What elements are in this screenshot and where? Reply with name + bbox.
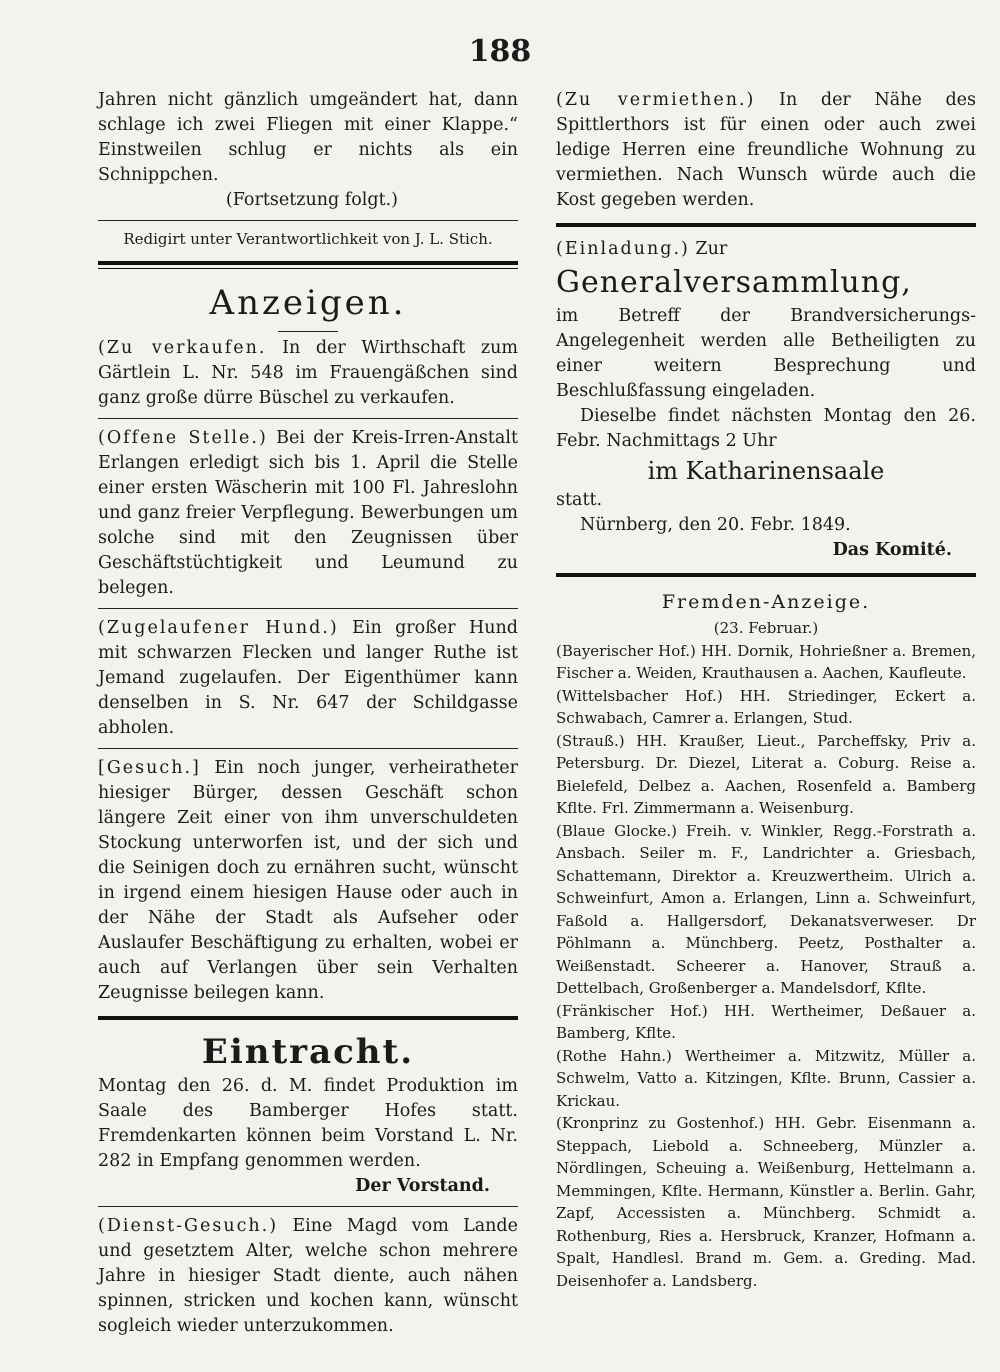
divider-double: [98, 261, 518, 269]
fremden-entry: (Rothe Hahn.) Wertheimer a. Mitzwitz, Müller a. Schwelm, Vatto a. Kitzingen, Kflte. Brunn, Cassier a. Krickau.: [556, 1046, 976, 1110]
invitation-header: [556, 237, 976, 262]
ad-text: In der Wirthschaft zum Gärtlein L. Nr. 548 im Frauengäßchen sind ganz große dürre Büschel zu verkaufen.: [98, 337, 518, 408]
ad-job-opening: [98, 426, 518, 601]
ad-text: Ein noch junger, verheiratheter hiesiger Bürger, dessen Geschäft schon längere Zeit einer von ihm unverschuldeten Stockung unterworfen ist, und der sich und die Seinigen doch zu ernähren sucht, wünscht in irgend einem hiesigen Hause oder auch in der Nähe der Stadt als Aufseher oder Auslaufer Beschäftigung zu erhalten, wobei er auch auf Verlangen über sein Verhalten Zeugnisse beilegen kann.: [98, 757, 518, 1003]
left-column: [98, 88, 518, 1339]
page-number: 188: [468, 34, 532, 69]
ad-text: Eine Magd vom Lande und gesetztem Alter, welche schon mehrere Jahre in hiesiger Stadt diente, auch nähen spinnen, stricken und kochen kann, wünscht sogleich wieder unterzukommen.: [98, 1215, 518, 1336]
invitation-date: Nürnberg, den 20. Febr. 1849.: [580, 515, 851, 535]
fremden-entry: (Fränkischer Hof.) HH. Wertheimer, Deßauer a. Bamberg, Kflte.: [556, 1001, 976, 1042]
invitation-statt: statt.: [556, 490, 603, 510]
divider-thick: [556, 223, 976, 227]
ad-tag: (Zu vermiethen.): [556, 90, 756, 110]
invitation-title: Generalversammlung,: [556, 265, 912, 300]
story-continuation-text: Jahren nicht gänzlich umgeändert hat, dann schlage ich zwei Fliegen mit einer Klappe.“ Einstweilen schlug er nichts als ein Schnippchen.: [98, 90, 518, 185]
ad-tag: (Offene Stelle.): [98, 427, 268, 448]
ad-tag: (Einladung.): [556, 239, 690, 259]
divider: [98, 748, 518, 749]
divider: [98, 418, 518, 419]
ad-found-dog: [98, 616, 518, 741]
eintracht-signature: Der Vorstand.: [355, 1175, 490, 1196]
continuation-note: (Fortsetzung folgt.): [225, 190, 398, 210]
fremden-entry: (Kronprinz zu Gostenhof.) HH. Gebr. Eisenmann a. Steppach, Liebold a. Schneeberg, Münzler a. Nördlingen, Scheuing a. Weißenburg, Hettelmann a. Memmingen, Kflte. Hermann, Künstler a. Berlin. Gahr, Zapf, Accessisten a. Münchberg. Schmidt a. Rothenburg, Ries a. Hersbruck, Kranzer, Hofmann a. Spalt, Handlesl. Brand m. Gem. a. Greding. Mad. Deisenhofer a. Landsberg.: [556, 1114, 976, 1290]
ad-tag: [Gesuch.]: [98, 757, 201, 778]
short-divider: [278, 331, 338, 332]
ad-text: In der Nähe des Spittlerthors ist für einen oder auch zwei ledige Herren eine freundliche Wohnung zu vermiethen. Nach Wunsch würde auch die Kost gegeben werden.: [556, 90, 976, 210]
invitation-place: im Katharinensaale: [647, 457, 885, 485]
invitation-text-2: Dieselbe findet nächsten Montag den 26. Febr. Nachmittags 2 Uhr: [556, 406, 976, 451]
divider: [98, 608, 518, 609]
ad-tag: (Dienst-Gesuch.): [98, 1215, 279, 1236]
invitation-text: im Betreff der Brandversicherungs-Angelegenheit werden alle Betheiligten zu einer weitern Besprechung und Beschlußfassung eingeladen.: [556, 306, 976, 401]
divider-thick: [98, 1016, 518, 1020]
ad-for-rent: [556, 88, 976, 213]
editor-line: Redigirt unter Verantwortlichkeit von J. L. Stich.: [123, 230, 493, 248]
fremden-entry: (Bayerischer Hof.) HH. Dornik, Hohrießner a. Bremen, Fischer a. Weiden, Krauthausen a. Aachen, Kaufleute.: [556, 641, 976, 682]
fremden-entry: (Blaue Glocke.) Freih. v. Winkler, Regg.-Forstrath a. Ansbach. Seiler m. F., Landrichter a. Griesbach, Schattemann, Direktor a. Kreuzwertheim. Ulrich a. Schweinfurt, Amon a. Erlangen, Linn a. Schweinfurt, Faßold a. Hallgersdorf, Dekanatsverweser. Dr Pöhlmann a. Münchberg. Peetz, Posthalter a. Weißenstadt. Scheerer a. Hanover, Strauß a. Dettelbach, Großenberger a. Mandelsdorf, Kflte.: [556, 821, 976, 997]
ad-request: [98, 756, 518, 1006]
ads-section-title: Anzeigen.: [209, 282, 407, 323]
ad-tag: (Zu verkaufen.: [98, 337, 267, 358]
invitation-signature: Das Komité.: [832, 540, 952, 560]
ad-text: Ein großer Hund mit schwarzen Flecken und langer Ruthe ist Jemand zugelaufen. Der Eigenthümer kann denselben in S. Nr. 647 der Schildgasse abholen.: [98, 617, 518, 738]
divider: [98, 1206, 518, 1207]
fremden-entry: (Strauß.) HH. Kraußer, Lieut., Parcheffsky, Priv a. Petersburg. Dr. Diezel, Literat a. Coburg. Reise a. Bielefeld, Delbez a. Aachen, Rosenfeld a. Bamberg Kflte. Frl. Zimmermann a. Weisenburg.: [556, 731, 976, 817]
ad-for-sale: [98, 336, 518, 411]
eintracht-text: Montag den 26. d. M. findet Produktion im Saale des Bamberger Hofes statt. Fremdenkarten können beim Vorstand L. Nr. 282 in Empfang genommen werden.: [98, 1075, 518, 1171]
ad-service-request: [98, 1214, 518, 1339]
divider-thick: [556, 573, 976, 577]
right-column: [556, 88, 976, 1292]
ad-text: Bei der Kreis-Irren-Anstalt Erlangen erledigt sich bis 1. April die Stelle einer ersten Wäscherin mit 100 Fl. Jahreslohn und ganz freier Verpflegung. Bewerbungen um solche sind mit den Zeugnissen über Geschäftstüchtigkeit und Leumund zu belegen.: [98, 427, 518, 598]
ad-tag: (Zugelaufener Hund.): [98, 617, 339, 638]
fremden-entry: (Wittelsbacher Hof.) HH. Striedinger, Eckert a. Schwabach, Camrer a. Erlangen, Stud.: [556, 686, 976, 727]
eintracht-title: Eintracht.: [201, 1031, 415, 1072]
fremden-date: (23. Februar.): [713, 619, 819, 637]
fremden-title: Fremden-Anzeige.: [661, 591, 871, 613]
divider: [98, 220, 518, 221]
invitation-zur: Zur: [695, 239, 728, 259]
